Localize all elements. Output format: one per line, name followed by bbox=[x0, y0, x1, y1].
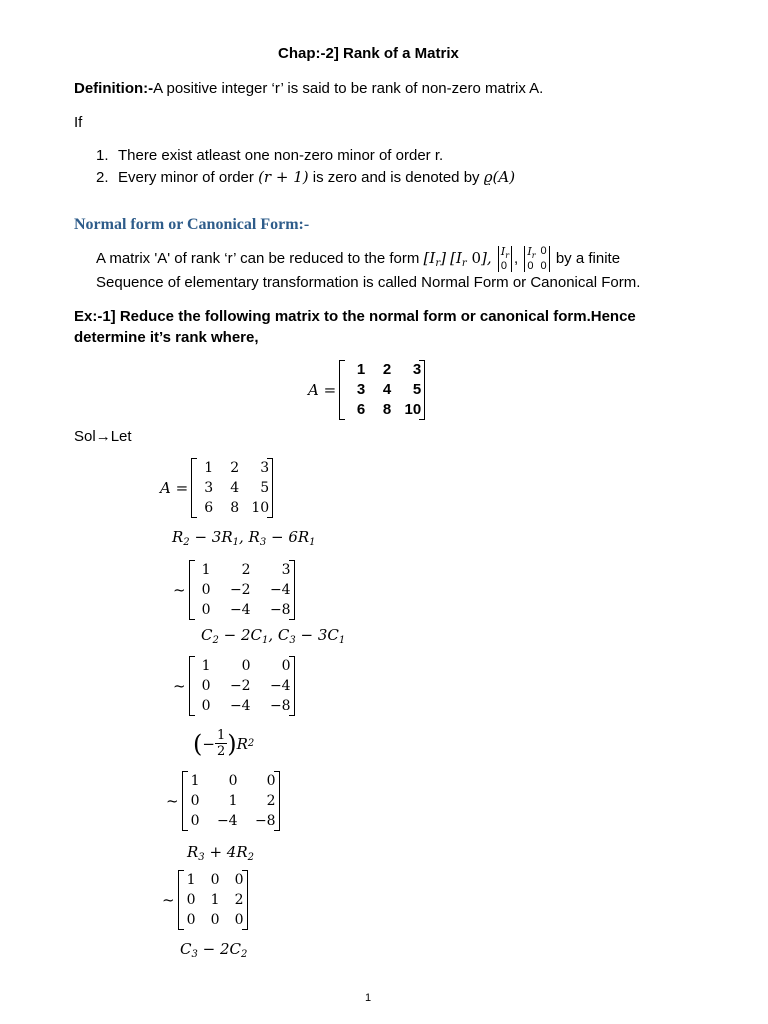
matrix-cell: 8 bbox=[230, 500, 240, 516]
solution-matrix-3 bbox=[173, 656, 295, 716]
fraction: $\frac{1}{2}$ bbox=[216, 728, 226, 759]
matrix-cell: −4 bbox=[269, 678, 291, 694]
matrix-cell: 0 bbox=[210, 912, 220, 928]
row-operation-2: $R_3 + 4R_2$ bbox=[187, 843, 254, 863]
matrix-cell: −8 bbox=[269, 602, 291, 618]
matrix-cell: 0 bbox=[190, 813, 200, 829]
matrix-cell: 0 bbox=[201, 582, 211, 598]
normal-form-line-1: A matrix 'A' of rank ‘r’ can be reduced to the form $[I_r]$ [$I_r$ 0], $I_r$ 0 , $I_r$ 0 0 0 by a finite bbox=[96, 245, 621, 273]
matrix-cell: 1 bbox=[210, 892, 220, 908]
matrix-cell: 0 bbox=[241, 658, 251, 674]
matrix-cell: 0 bbox=[201, 698, 211, 714]
scale-operation: ( − $\frac{1}{2}$ ) R 2 bbox=[193, 728, 255, 759]
matrix-label: A = bbox=[308, 381, 337, 399]
matrix-cell: 0 bbox=[186, 892, 196, 908]
matrix-cell: 5 bbox=[412, 381, 422, 398]
matrix-cell: −2 bbox=[229, 582, 251, 598]
matrix-cell: 1 bbox=[204, 460, 214, 476]
matrix-cell: 0 bbox=[186, 912, 196, 928]
form-ir-0: [$I_r$ 0], bbox=[450, 249, 492, 269]
condition-math: (r + 1) bbox=[258, 168, 309, 186]
form-ir-column: $I_r$ 0 bbox=[498, 246, 512, 272]
matrix-cell: 0 bbox=[228, 773, 238, 789]
solution-matrix-4 bbox=[166, 771, 280, 831]
matrix-cell: 1 bbox=[201, 658, 211, 674]
matrix-cell: 6 bbox=[356, 401, 366, 418]
condition-item-2 bbox=[96, 168, 515, 186]
matrix-cell: −2 bbox=[229, 678, 251, 694]
matrix-cell: 0 bbox=[210, 872, 220, 888]
matrix-cell: 2 bbox=[234, 892, 244, 908]
matrix-cell: 3 bbox=[356, 381, 366, 398]
condition-text: There exist atleast one non-zero minor of order r. bbox=[118, 147, 444, 164]
matrix-cell: 2 bbox=[230, 460, 240, 476]
condition-item-1 bbox=[96, 147, 443, 164]
normal-form-text: A matrix 'A' of rank ‘r’ can be reduced to the form bbox=[96, 250, 420, 267]
matrix-cell: 1 bbox=[201, 562, 211, 578]
matrix-cell: −4 bbox=[269, 582, 291, 598]
matrix-cell: 3 bbox=[260, 460, 270, 476]
matrix-cell: 0 bbox=[234, 872, 244, 888]
matrix-cell: 1 bbox=[190, 773, 200, 789]
let-text: Let bbox=[110, 428, 132, 445]
matrix-cell: 10 bbox=[404, 401, 422, 418]
matrix-cell: 0 bbox=[201, 602, 211, 618]
matrix-cell: 5 bbox=[260, 480, 270, 496]
page-number: 1 bbox=[365, 992, 372, 1004]
matrix-cell: 0 bbox=[201, 678, 211, 694]
condition-number: 1. bbox=[96, 147, 109, 164]
matrix-cell: 10 bbox=[251, 500, 270, 516]
form-ir: $[I_r]$ bbox=[423, 249, 446, 269]
form-ir-block: $I_r$ 0 0 0 bbox=[524, 246, 549, 272]
matrix-cell: 0 bbox=[234, 912, 244, 928]
matrix-cell: 8 bbox=[382, 401, 392, 418]
page-title: Chap:-2] Rank of a Matrix bbox=[278, 45, 459, 62]
matrix-cell: 1 bbox=[356, 361, 366, 378]
matrix-cell: 4 bbox=[230, 480, 240, 496]
tilde: ~ bbox=[162, 891, 175, 909]
definition-text: A positive integer ‘r’ is said to be rank of non-zero matrix A. bbox=[153, 80, 544, 97]
matrix-cell: 0 bbox=[281, 658, 291, 674]
solution-matrix-2 bbox=[173, 560, 295, 620]
normal-form-text-end: by a finite bbox=[555, 250, 621, 267]
matrix-label: A = bbox=[160, 479, 189, 497]
tilde: ~ bbox=[173, 581, 186, 599]
matrix-cell: 1 bbox=[186, 872, 196, 888]
matrix-cell: −4 bbox=[216, 813, 238, 829]
row-operation-1: $R_2 - 3R_1$, $R_3 - 6R_1$ bbox=[172, 528, 316, 548]
matrix-cell: 0 bbox=[190, 793, 200, 809]
condition-number: 2. bbox=[96, 169, 109, 186]
example-matrix bbox=[308, 360, 425, 420]
column-operation-2: $C_3 - 2C_2$ bbox=[180, 940, 248, 960]
solution-matrix-5 bbox=[162, 870, 248, 930]
if-label: If bbox=[74, 114, 83, 131]
matrix-cell: 3 bbox=[281, 562, 291, 578]
solution-label bbox=[74, 428, 132, 445]
definition bbox=[74, 80, 543, 97]
matrix-cell: 2 bbox=[241, 562, 251, 578]
matrix-cell: −8 bbox=[254, 813, 276, 829]
matrix-cell: −4 bbox=[229, 602, 251, 618]
matrix-cell: 3 bbox=[412, 361, 422, 378]
sol-text: Sol bbox=[74, 428, 96, 445]
definition-label: Definition:- bbox=[74, 80, 154, 97]
rank-symbol: ϱ(A) bbox=[483, 168, 516, 186]
condition-text-2: is zero and is denoted by bbox=[312, 169, 480, 186]
column-operation-1: $C_2 - 2C_1$, $C_3 - 3C_1$ bbox=[201, 626, 346, 646]
matrix-cell: 2 bbox=[266, 793, 276, 809]
condition-text: Every minor of order bbox=[118, 169, 254, 186]
section-heading: Normal form or Canonical Form:- bbox=[74, 216, 310, 233]
arrow-icon: → bbox=[95, 428, 111, 445]
normal-form-line-2: Sequence of elementary transformation is called Normal Form or Canonical Form. bbox=[96, 274, 641, 291]
matrix-cell: 3 bbox=[204, 480, 214, 496]
example-line-1: Ex:-1] Reduce the following matrix to the normal form or canonical form.Hence bbox=[74, 308, 636, 325]
tilde: ~ bbox=[166, 792, 179, 810]
tilde: ~ bbox=[173, 677, 186, 695]
matrix-cell: 2 bbox=[382, 361, 392, 378]
matrix-cell: −8 bbox=[269, 698, 291, 714]
matrix-cell: −4 bbox=[229, 698, 251, 714]
matrix-cell: 0 bbox=[266, 773, 276, 789]
solution-matrix-1 bbox=[160, 458, 273, 518]
matrix-cell: 1 bbox=[228, 793, 238, 809]
matrix-cell: 4 bbox=[382, 381, 392, 398]
matrix-cell: 6 bbox=[204, 500, 214, 516]
example-line-2: determine it’s rank where, bbox=[74, 329, 259, 346]
